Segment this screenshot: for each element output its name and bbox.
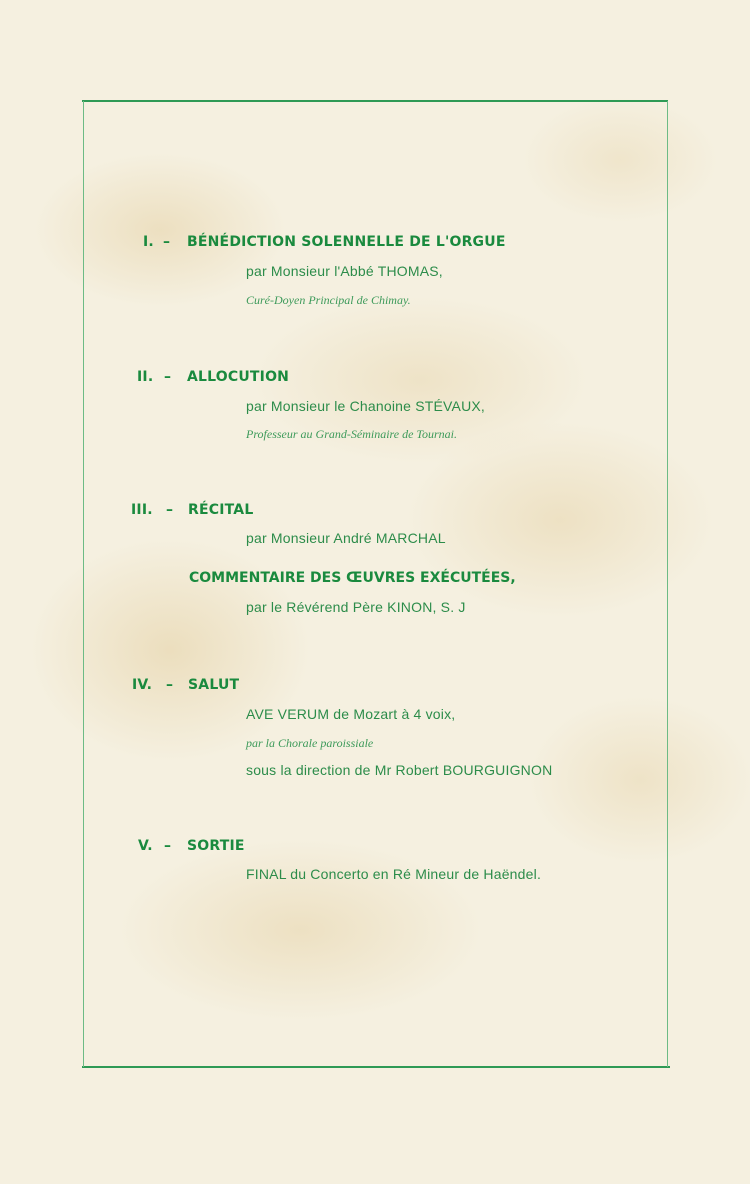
section-1-numeral: I. [143,234,154,250]
section-2-role: Professeur au Grand-Séminaire de Tournai. [246,427,457,441]
section-5-title: SORTIE [187,838,245,854]
section-2-title: ALLOCUTION [187,369,290,385]
section-3-dash: – [166,502,174,518]
section-4-choir: par la Chorale paroissiale [246,736,374,750]
section-5-piece: FINAL du Concerto en Ré Mineur de Haëndel. [246,866,542,882]
section-1-performer: par Monsieur l'Abbé THOMAS, [246,263,443,279]
section-4-director: sous la direction de Mr Robert BOURGUIGNON [246,762,553,778]
section-3-title: RÉCITAL [188,502,254,518]
section-4-piece: AVE VERUM de Mozart à 4 voix, [246,706,456,722]
section-2-numeral: II. [137,369,154,385]
section-3-performer: par Monsieur André MARCHAL [246,530,446,546]
section-2-dash: – [164,369,172,385]
section-1-role: Curé-Doyen Principal de Chimay. [246,293,411,307]
section-3-numeral: III. [131,502,153,518]
section-3-commentator: par le Révérend Père KINON, S. J [246,599,466,615]
section-1-dash: – [163,234,171,250]
section-4-numeral: IV. [132,677,153,693]
frame-left-rule [83,101,84,1067]
frame-bottom-rule [82,1066,670,1068]
frame-right-rule [667,101,668,1067]
section-1-title: BÉNÉDICTION SOLENNELLE DE L'ORGUE [187,234,506,250]
frame-top-rule [82,100,668,102]
section-4-title: SALUT [188,677,240,693]
section-3-subtitle: COMMENTAIRE DES ŒUVRES EXÉCUTÉES, [189,570,516,586]
section-2-speaker: par Monsieur le Chanoine STÉVAUX, [246,398,486,414]
section-5-numeral: V. [138,838,153,854]
section-4-dash: – [166,677,174,693]
section-5-dash: – [164,838,172,854]
